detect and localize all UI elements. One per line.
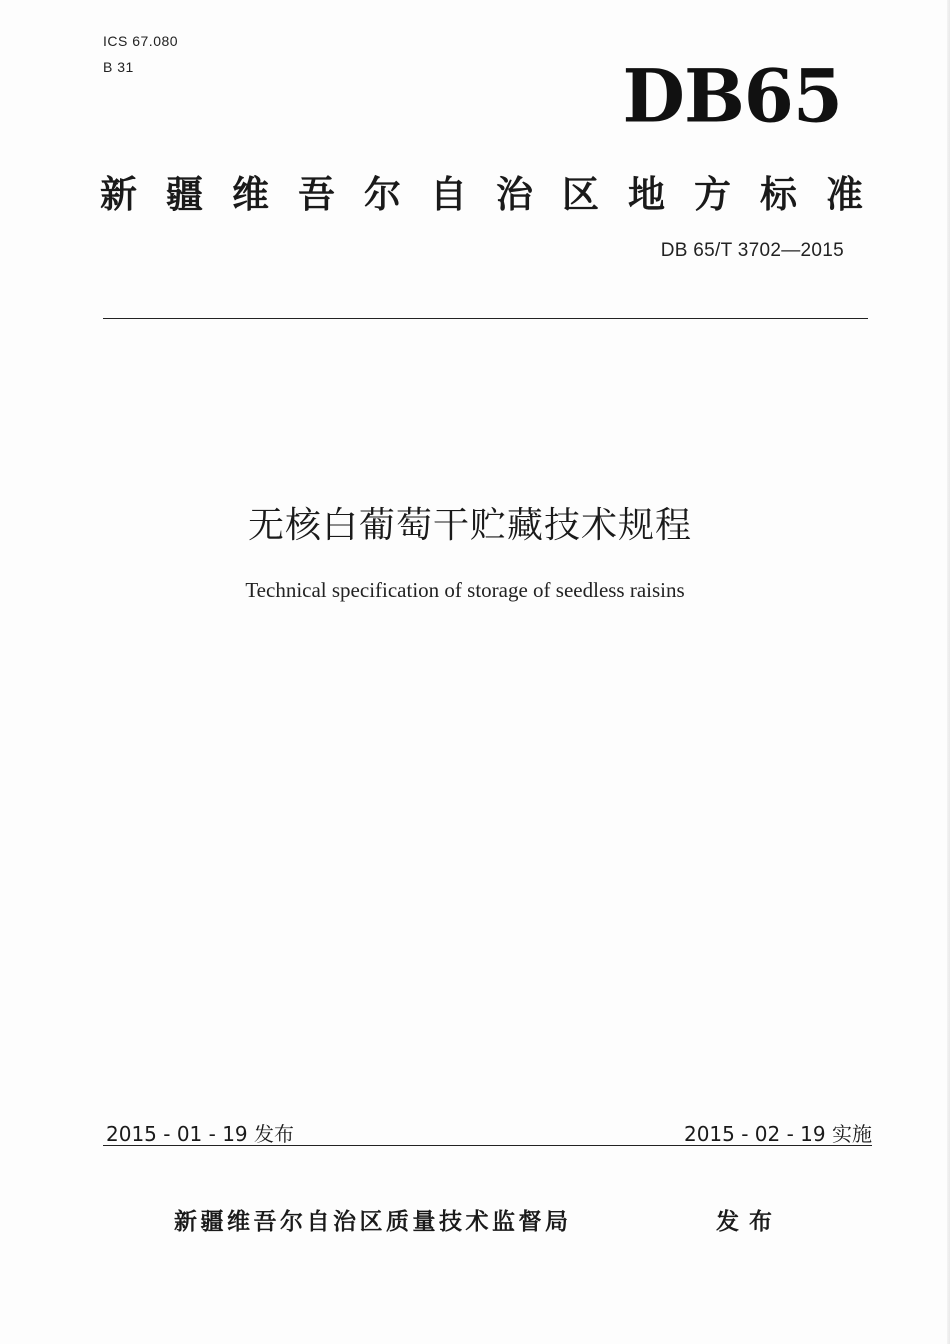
ccs-code: B 31 — [103, 59, 134, 75]
standard-type-heading: 新疆维吾尔自治区地方标准 — [100, 173, 892, 216]
issue-date: 2015 - 01 - 19 发布 — [106, 1122, 295, 1146]
document-title-chinese: 无核白葡萄干贮藏技术规程 — [247, 505, 692, 546]
publish-label: 发布 — [716, 1209, 782, 1235]
ics-code: ICS 67.080 — [103, 33, 179, 49]
standard-logo: DB65 — [622, 52, 842, 139]
standard-number: DB 65/T 3702—2015 — [660, 240, 844, 261]
publisher-name: 新疆维吾尔自治区质量技术监督局 — [174, 1209, 572, 1235]
bottom-divider — [103, 1145, 872, 1146]
document-title-english: Technical specification of storage of seedless raisins — [245, 578, 685, 602]
implementation-date: 2015 - 02 - 19 实施 — [683, 1122, 872, 1146]
top-divider — [103, 318, 868, 319]
